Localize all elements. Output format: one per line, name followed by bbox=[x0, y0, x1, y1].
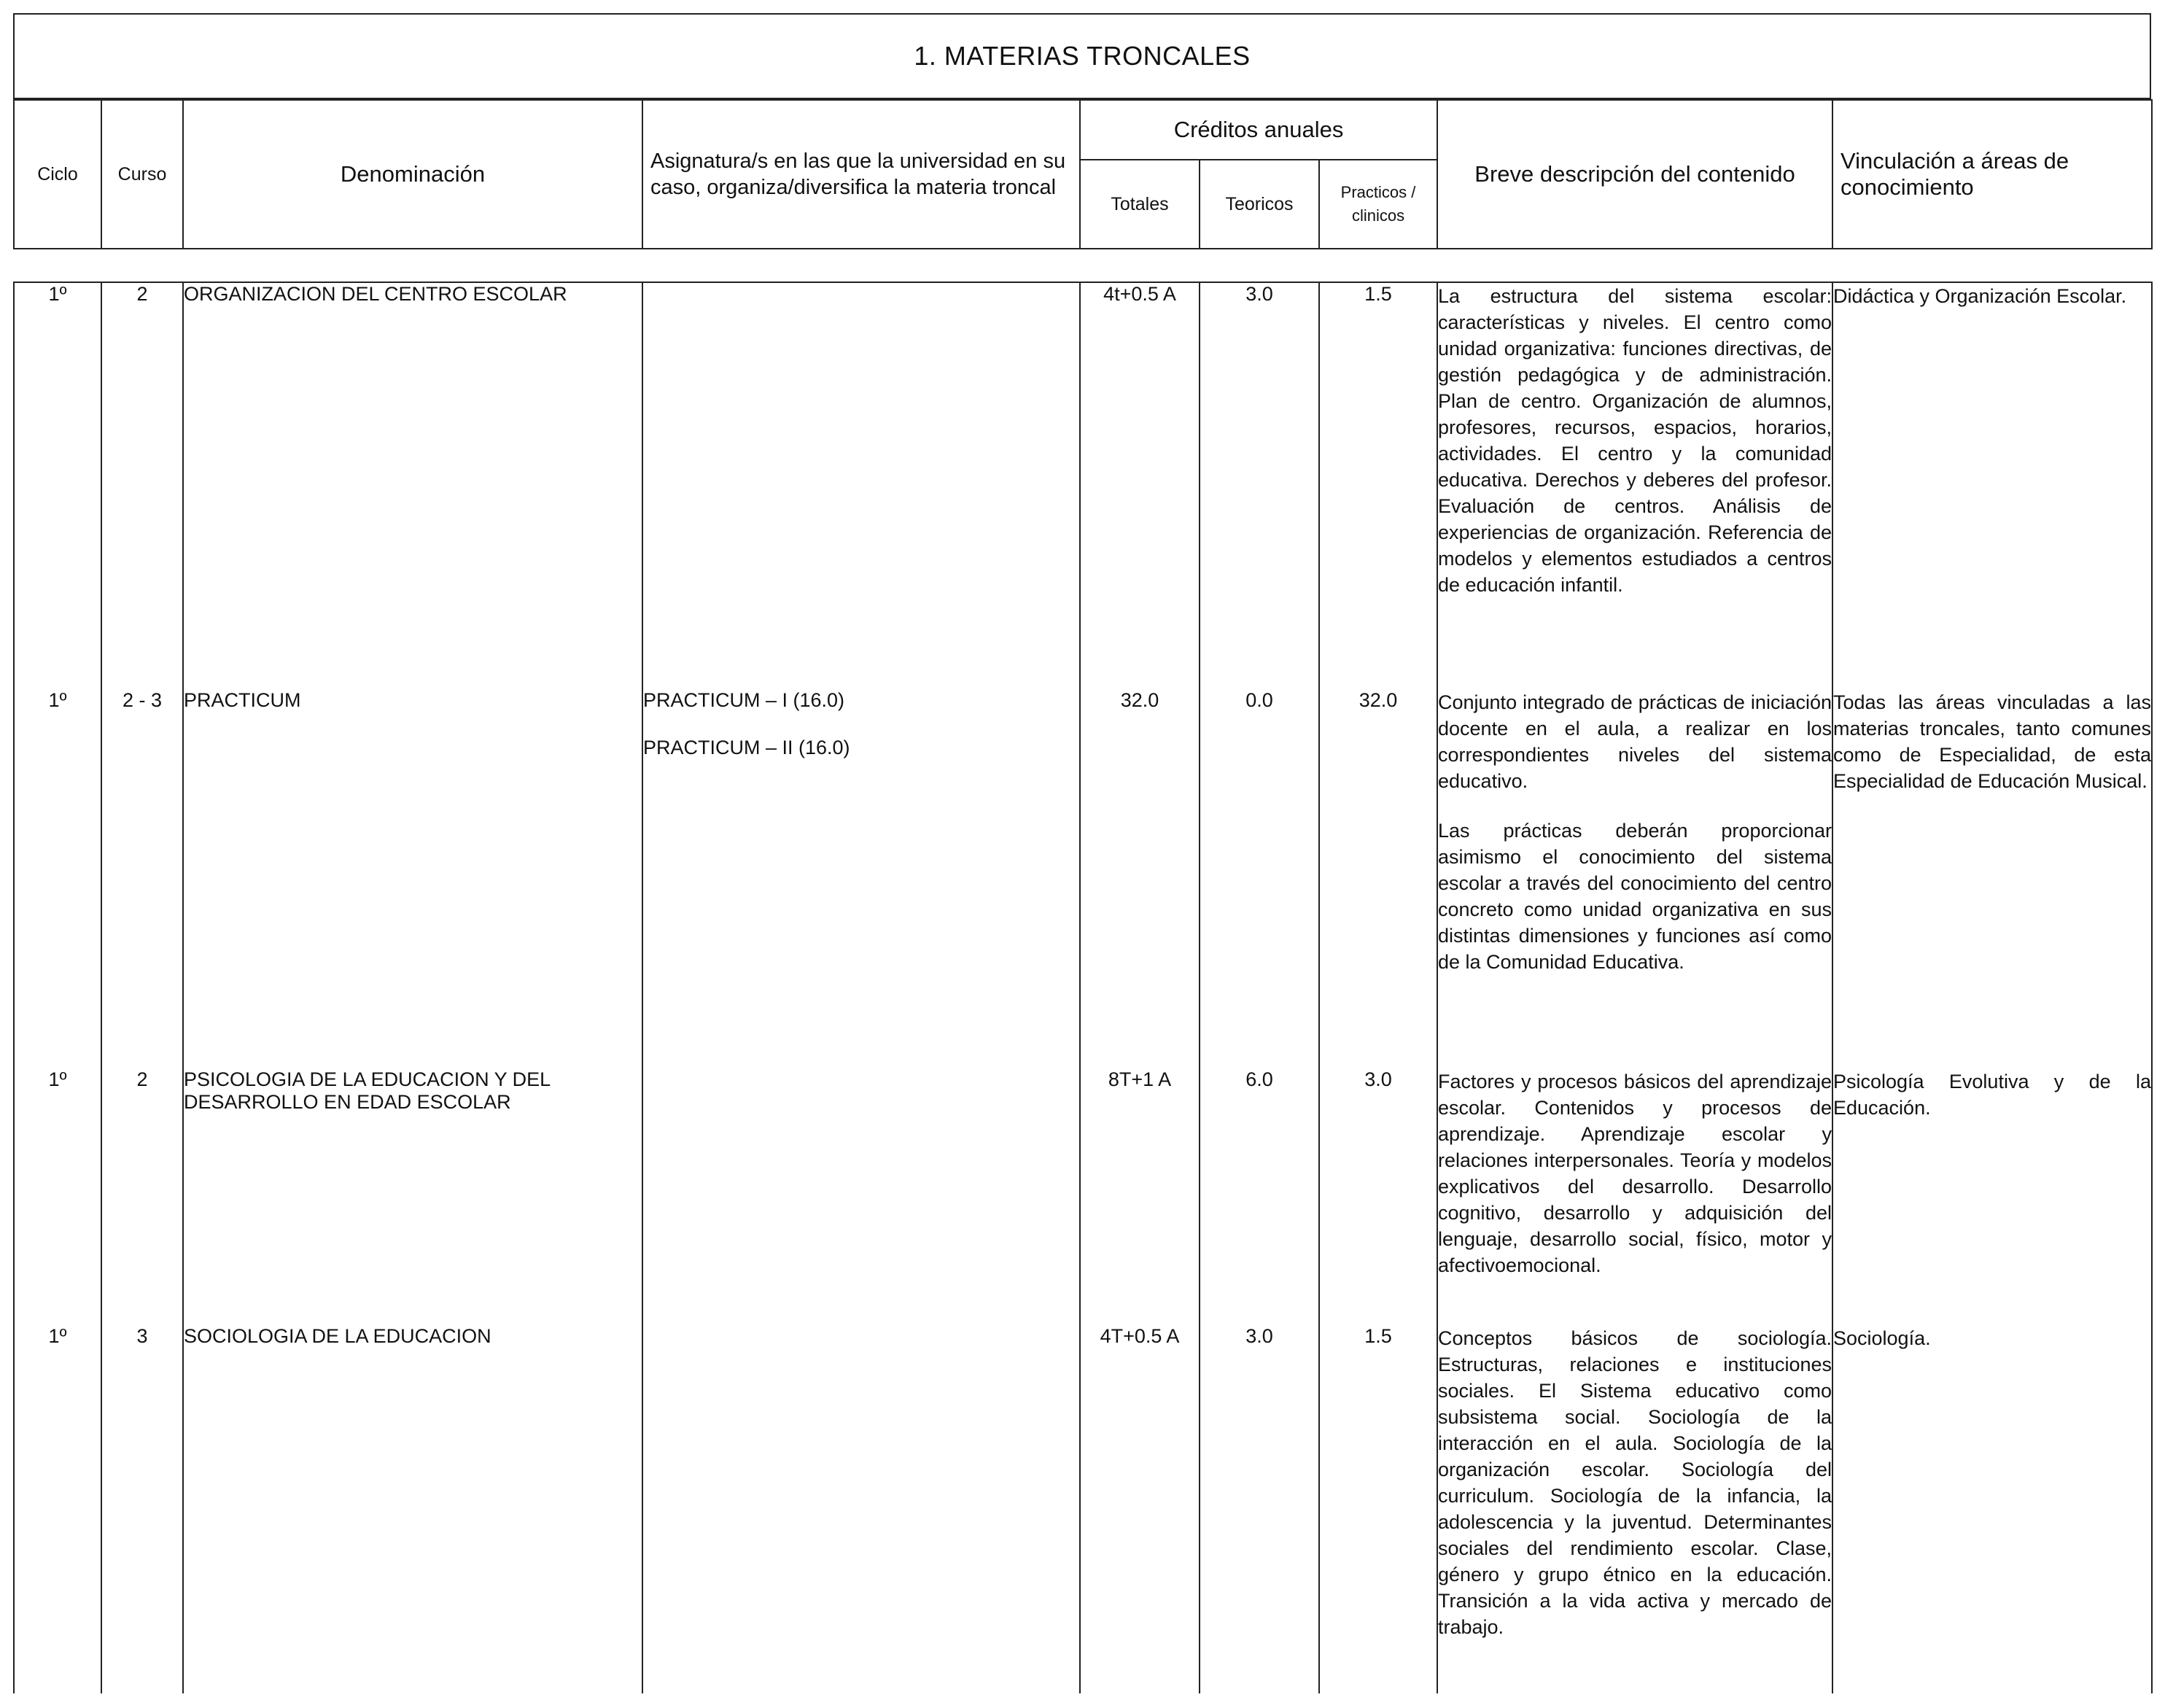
vinculacion-cell: Psicología Evolutiva y de la Educación. bbox=[1832, 1068, 2152, 1325]
denominacion-cell: SOCIOLOGIA DE LA EDUCACION bbox=[183, 1325, 642, 1693]
table-header bbox=[13, 99, 2153, 249]
curso-cell: 2 bbox=[101, 1068, 183, 1325]
denominacion-cell: PRACTICUM bbox=[183, 689, 642, 1068]
header-asignaturas: Asignatura/s en las que la universidad en su caso, organiza/diversifica la materia troncal bbox=[642, 100, 1080, 249]
curso-cell: 2 bbox=[101, 282, 183, 689]
header-totales: Totales bbox=[1080, 160, 1200, 249]
table-row bbox=[14, 689, 2152, 1068]
table-body bbox=[13, 282, 2153, 1693]
totales-cell: 32.0 bbox=[1080, 689, 1200, 1068]
vinculacion-cell: Didáctica y Organización Escolar. bbox=[1832, 282, 2152, 689]
descripcion-cell bbox=[1437, 689, 1832, 1068]
vinculacion-cell: Todas las áreas vinculadas a las materias troncales, tanto comunes como de Especialidad, de esta Especialidad de Educación Musical. bbox=[1832, 689, 2152, 1068]
asignaturas-cell bbox=[642, 689, 1080, 1068]
descripcion-cell bbox=[1437, 282, 1832, 689]
asignatura-item: PRACTICUM – I (16.0) bbox=[643, 689, 845, 711]
curso-cell: 3 bbox=[101, 1325, 183, 1693]
asignatura-item: PRACTICUM – II (16.0) bbox=[643, 737, 850, 758]
denominacion-cell: PSICOLOGIA DE LA EDUCACION Y DEL DESARROLLO EN EDAD ESCOLAR bbox=[183, 1068, 642, 1325]
header-practicos: Practicos / clinicos bbox=[1319, 160, 1437, 249]
practicos-cell: 1.5 bbox=[1319, 282, 1437, 689]
ciclo-cell: 1º bbox=[14, 1068, 101, 1325]
practicos-cell: 3.0 bbox=[1319, 1068, 1437, 1325]
totales-cell: 4T+0.5 A bbox=[1080, 1325, 1200, 1693]
totales-cell: 4t+0.5 A bbox=[1080, 282, 1200, 689]
denominacion-cell: ORGANIZACION DEL CENTRO ESCOLAR bbox=[183, 282, 642, 689]
descripcion-paragraph: Conjunto integrado de prácticas de iniciación docente en el aula, a realizar en los correspondientes niveles del sistema educativo. bbox=[1438, 691, 1832, 792]
descripcion-paragraph: Factores y procesos básicos del aprendizaje escolar. Contenidos y procesos de aprendizaje. Aprendizaje escolar y relaciones interpersonales. Teoría y modelos explicativos del desarrollo. Desarrollo cognitivo, desarrollo y adquisición del lenguaje, desarrollo social, físico, motor y afectivoemocional. bbox=[1438, 1071, 1832, 1276]
curso-cell: 2 - 3 bbox=[101, 689, 183, 1068]
asignaturas-cell bbox=[642, 1325, 1080, 1693]
practicos-cell: 32.0 bbox=[1319, 689, 1437, 1068]
asignaturas-cell bbox=[642, 282, 1080, 689]
header-ciclo: Ciclo bbox=[14, 100, 101, 249]
header-descripcion: Breve descripción del contenido bbox=[1437, 100, 1832, 249]
vinculacion-cell: Sociología. bbox=[1832, 1325, 2152, 1693]
header-teoricos: Teoricos bbox=[1200, 160, 1319, 249]
table-row bbox=[14, 1325, 2152, 1693]
header-denominacion: Denominación bbox=[183, 100, 642, 249]
teoricos-cell: 0.0 bbox=[1200, 689, 1319, 1068]
descripcion-cell bbox=[1437, 1325, 1832, 1693]
asignaturas-cell bbox=[642, 1068, 1080, 1325]
header-curso: Curso bbox=[101, 100, 183, 249]
table-row bbox=[14, 282, 2152, 689]
teoricos-cell: 3.0 bbox=[1200, 1325, 1319, 1693]
ciclo-cell: 1º bbox=[14, 689, 101, 1068]
teoricos-cell: 3.0 bbox=[1200, 282, 1319, 689]
descripcion-paragraph: La estructura del sistema escolar: características y niveles. El centro como unidad organizativa: funciones directivas, de gestión pedagógica y de administración. Plan de centro. Organización de alumnos, profesores, recursos, espacios, horarios, actividades. El centro y la comunidad educativa. Derechos y deberes del profesor. Evaluación de centros. Análisis de experiencias de organización. Referencia de modelos y elementos estudiados a centros de educación infantil. bbox=[1438, 285, 1832, 596]
table-row bbox=[14, 1068, 2152, 1325]
totales-cell: 8T+1 A bbox=[1080, 1068, 1200, 1325]
descripcion-paragraph: Las prácticas deberán proporcionar asimismo el conocimiento del sistema escolar a través del conocimiento del centro concreto como unidad organizativa en sus distintas dimensiones y funciones así como de la Comunidad Educativa. bbox=[1438, 820, 1832, 973]
descripcion-paragraph: Conceptos básicos de sociología. Estructuras, relaciones e instituciones sociales. El Sistema educativo como subsistema social. Sociología de la interacción en el aula. Sociología de la organización escolar. Sociología del curriculum. Sociología de la infancia, la adolescencia y la juventud. Determinantes sociales del rendimiento escolar. Clase, género y grupo étnico en la educación. Transición a la vida activa y mercado de trabajo. bbox=[1438, 1327, 1832, 1638]
section-title: 1. MATERIAS TRONCALES bbox=[13, 13, 2151, 99]
descripcion-cell bbox=[1437, 1068, 1832, 1325]
teoricos-cell: 6.0 bbox=[1200, 1068, 1319, 1325]
ciclo-cell: 1º bbox=[14, 282, 101, 689]
ciclo-cell: 1º bbox=[14, 1325, 101, 1693]
practicos-cell: 1.5 bbox=[1319, 1325, 1437, 1693]
header-vinculacion: Vinculación a áreas de conocimiento bbox=[1832, 100, 2152, 249]
header-creditos-anuales: Créditos anuales bbox=[1080, 100, 1437, 160]
